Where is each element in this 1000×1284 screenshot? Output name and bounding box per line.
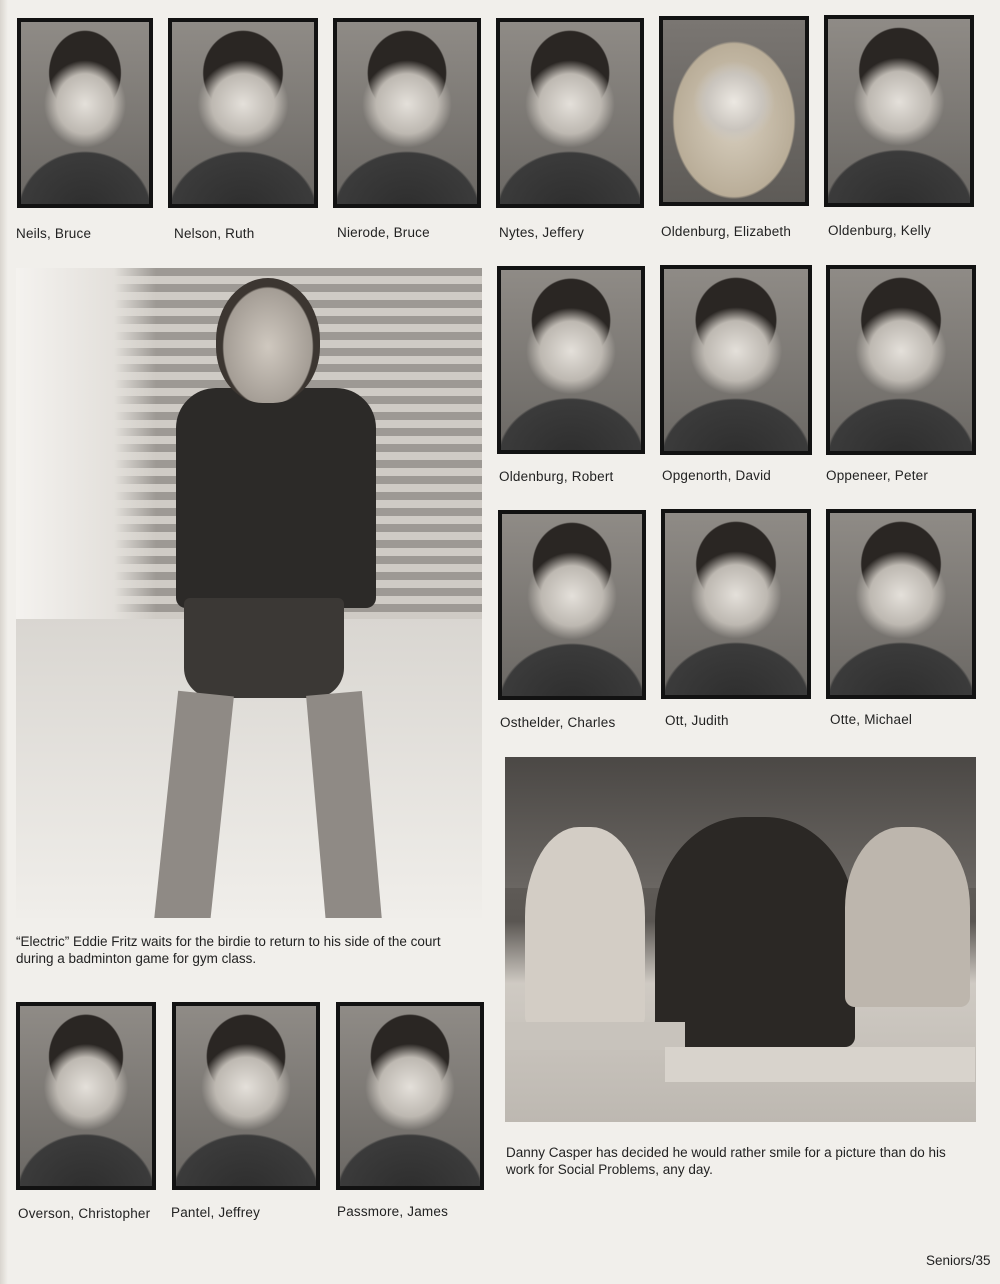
- badminton-candid-photo: [16, 268, 482, 918]
- portrait-name: Otte, Michael: [830, 712, 913, 727]
- classroom-candid-photo: [505, 757, 976, 1122]
- portrait-name: Nytes, Jeffery: [499, 225, 585, 240]
- portrait-photo: [660, 265, 812, 455]
- portrait-name: Pantel, Jeffrey: [171, 1205, 261, 1220]
- portrait-name: Nelson, Ruth: [174, 226, 255, 241]
- caption-line: Danny Casper has decided he would rather smile for a picture than do his: [506, 1145, 946, 1160]
- caption-line: work for Social Problems, any day.: [506, 1162, 713, 1177]
- portrait-name: Oppeneer, Peter: [826, 468, 929, 483]
- portrait-photo: [172, 1002, 320, 1190]
- portrait-photo: [336, 1002, 484, 1190]
- portrait-photo: [497, 266, 645, 454]
- portrait-photo: [826, 509, 976, 699]
- portrait-photo: [17, 18, 153, 208]
- classroom-photo-caption: [506, 1144, 996, 1178]
- caption-line: during a badminton game for gym class.: [16, 951, 257, 966]
- portrait-name: Oldenburg, Elizabeth: [661, 224, 792, 239]
- portrait-name: Ott, Judith: [665, 713, 729, 728]
- portrait-name: Opgenorth, David: [662, 468, 772, 483]
- portrait-photo: [498, 510, 646, 700]
- portrait-name: Overson, Christopher: [18, 1206, 151, 1221]
- portrait-name: Neils, Bruce: [16, 226, 92, 241]
- portrait-photo: [333, 18, 481, 208]
- portrait-photo: [661, 509, 811, 699]
- portrait-name: Oldenburg, Kelly: [828, 223, 932, 238]
- page-folio: Seniors/35: [926, 1253, 991, 1268]
- badminton-photo-caption: [16, 933, 486, 967]
- portrait-photo: [496, 18, 644, 208]
- portrait-name: Oldenburg, Robert: [499, 469, 614, 484]
- portrait-photo: [659, 16, 809, 206]
- portrait-name: Osthelder, Charles: [500, 715, 616, 730]
- caption-line: “Electric” Eddie Fritz waits for the birdie to return to his side of the court: [16, 934, 441, 949]
- page-binding-edge: [0, 0, 8, 1284]
- portrait-photo: [826, 265, 976, 455]
- portrait-photo: [168, 18, 318, 208]
- portrait-photo: [16, 1002, 156, 1190]
- portrait-photo: [824, 15, 974, 207]
- portrait-name: Nierode, Bruce: [337, 225, 430, 240]
- portrait-name: Passmore, James: [337, 1204, 449, 1219]
